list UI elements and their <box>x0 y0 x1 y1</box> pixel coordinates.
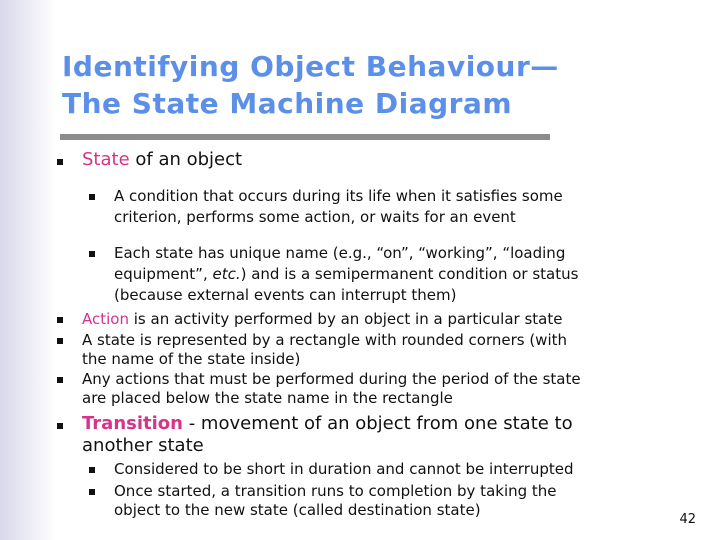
bullet-marker <box>57 159 63 165</box>
sub-bullet-condition-line-2: criterion, performs some action, or waits for an event <box>114 208 516 226</box>
sub-bullet-condition-line-1: A condition that occurs during its life when it satisfies some <box>114 187 563 205</box>
sub-bullet-short-duration <box>114 460 574 479</box>
sub-bullet-marker <box>89 251 95 257</box>
sub-bullet-marker <box>89 467 95 473</box>
sub-bullet-unique-name-line-1: Each state has unique name (e.g., “on”, “working”, “loading <box>114 244 566 262</box>
decorative-side-bar <box>0 0 56 540</box>
bullet-marker <box>57 317 63 323</box>
bullet-state-rectangle-line-2: the name of the state inside) <box>82 350 301 368</box>
sub-bullet-condition <box>114 186 563 228</box>
sub-bullet-unique-name <box>114 243 578 306</box>
bullet-transition-text: - movement of an object from one state to <box>182 413 573 434</box>
sub-bullet-completion-line-2: object to the new state (called destination state) <box>114 501 481 519</box>
bullet-marker <box>57 423 63 429</box>
etc-emphasis: etc. <box>212 265 241 283</box>
keyword-state: State <box>82 149 130 170</box>
sub-bullet-unique-name-line-3: (because external events can interrupt them) <box>114 286 457 304</box>
bullet-action-text: is an activity performed by an object in a particular state <box>128 310 563 328</box>
sub-bullet-completion-line-1: Once started, a transition runs to completion by taking the <box>114 482 557 500</box>
sub-bullet-unique-name-line-2a: equipment”, <box>114 265 213 283</box>
bullet-state-rectangle-line-1: A state is represented by a rectangle with rounded corners (with <box>82 331 568 349</box>
title-underline <box>60 134 550 140</box>
bullet-state-text: of an object <box>129 149 243 170</box>
bullet-transition-line-2: another state <box>82 435 204 456</box>
bullet-marker <box>57 377 63 383</box>
title-line-2: The State Machine Diagram <box>62 87 513 120</box>
bullet-actions-placement <box>82 370 581 408</box>
bullet-transition <box>82 413 573 457</box>
sub-bullet-unique-name-line-2b: ) and is a semipermanent condition or status <box>240 265 579 283</box>
sub-bullet-completion <box>114 482 557 520</box>
sub-bullet-short-duration-line-1: Considered to be short in duration and cannot be interrupted <box>114 460 574 478</box>
page-number: 42 <box>679 512 696 527</box>
bullet-actions-placement-line-1: Any actions that must be performed during the period of the state <box>82 370 581 388</box>
bullet-action <box>82 309 562 330</box>
keyword-transition: Transition <box>82 413 183 434</box>
bullet-actions-placement-line-2: are placed below the state name in the rectangle <box>82 389 453 407</box>
sub-bullet-marker <box>89 194 95 200</box>
title-line-1: Identifying Object Behaviour— <box>62 50 559 83</box>
sub-bullet-marker <box>89 489 95 495</box>
slide-title <box>62 48 662 122</box>
bullet-state <box>82 149 242 171</box>
keyword-action: Action <box>82 310 129 328</box>
bullet-state-rectangle <box>82 331 567 369</box>
bullet-marker <box>57 338 63 344</box>
